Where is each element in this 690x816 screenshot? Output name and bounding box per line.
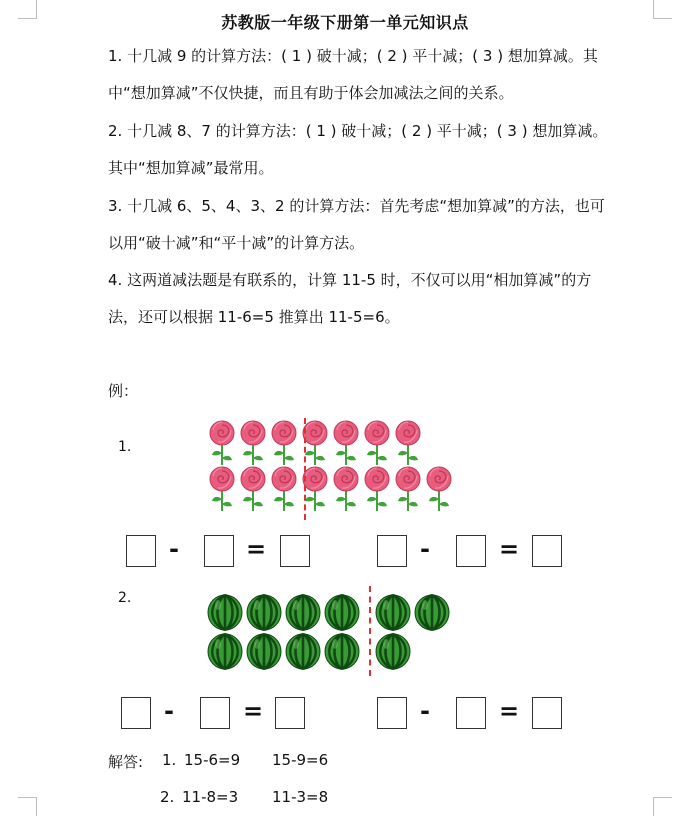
rose-icon bbox=[363, 420, 391, 466]
answer-number: 1. bbox=[162, 751, 177, 769]
answer-box[interactable] bbox=[532, 535, 562, 567]
rose-icon bbox=[363, 466, 391, 512]
rose-icon bbox=[239, 466, 267, 512]
answer-box[interactable] bbox=[456, 697, 486, 729]
knowledge-point-4: 4. 这两道减法题是有联系的，计算 11-5 时，不仅可以用“相加算减”的方法，还可以根据 11-6=5 推算出 11-5=6。 bbox=[108, 271, 592, 326]
knowledge-point-2: 2. 十几减 8、7 的计算方法：( 1 ) 破十减；( 2 ) 平十减；( 3 ) 想加算减。其中“想加算减”最常用。 bbox=[108, 122, 608, 177]
equals-sign: = bbox=[499, 535, 520, 563]
page-corner-mark bbox=[653, 797, 672, 816]
answer-equation: 15-6=9 bbox=[184, 751, 241, 769]
answer-equation: 15-9=6 bbox=[272, 751, 329, 769]
answers-label: 解答: bbox=[108, 753, 144, 771]
watermelon-icon bbox=[245, 632, 283, 670]
page-corner-mark bbox=[18, 797, 37, 816]
minus-sign: - bbox=[420, 535, 430, 563]
rose-icon bbox=[208, 466, 236, 512]
answer-box[interactable] bbox=[377, 535, 407, 567]
watermelon-icon bbox=[284, 593, 322, 631]
minus-sign: - bbox=[164, 697, 174, 725]
watermelon-icon bbox=[206, 593, 244, 631]
equals-sign: = bbox=[246, 535, 267, 563]
watermelon-icon bbox=[374, 593, 412, 631]
watermelon-icon bbox=[323, 632, 361, 670]
document-title: 苏教版一年级下册第一单元知识点 bbox=[221, 13, 469, 32]
rose-icon bbox=[425, 466, 453, 512]
rose-icon bbox=[208, 420, 236, 466]
knowledge-point-1: 1. 十几减 9 的计算方法：( 1 ) 破十减；( 2 ) 平十减；( 3 ) 想加算减。其中“想加算减”不仅快捷，而且有助于体会加减法之间的关系。 bbox=[108, 47, 598, 102]
question-number: 2. bbox=[118, 590, 132, 606]
rose-icon bbox=[332, 420, 360, 466]
equals-sign: = bbox=[499, 697, 520, 725]
rose-icon bbox=[394, 466, 422, 512]
answer-box[interactable] bbox=[121, 697, 151, 729]
equals-sign: = bbox=[243, 697, 264, 725]
divider-line bbox=[369, 586, 371, 676]
rose-icon bbox=[394, 420, 422, 466]
question-number: 1. bbox=[118, 439, 132, 455]
answer-equation: 11-3=8 bbox=[272, 788, 329, 806]
rose-icon bbox=[270, 466, 298, 512]
answer-equation: 11-8=3 bbox=[182, 788, 239, 806]
answer-box[interactable] bbox=[456, 535, 486, 567]
answer-box[interactable] bbox=[280, 535, 310, 567]
minus-sign: - bbox=[169, 535, 179, 563]
watermelon-icon bbox=[374, 632, 412, 670]
answer-box[interactable] bbox=[275, 697, 305, 729]
answer-box[interactable] bbox=[126, 535, 156, 567]
knowledge-point-3: 3. 十几减 6、5、4、3、2 的计算方法：首先考虑“想加算减”的方法，也可以用“破十减”和“平十减”的计算方法。 bbox=[108, 197, 605, 252]
rose-icon bbox=[270, 420, 298, 466]
minus-sign: - bbox=[420, 697, 430, 725]
answer-box[interactable] bbox=[204, 535, 234, 567]
example-label: 例： bbox=[108, 382, 139, 400]
rose-icon bbox=[239, 420, 267, 466]
rose-icon bbox=[332, 466, 360, 512]
watermelon-icon bbox=[206, 632, 244, 670]
watermelon-icon bbox=[245, 593, 283, 631]
answer-number: 2. bbox=[160, 788, 175, 806]
answer-box[interactable] bbox=[377, 697, 407, 729]
answer-box[interactable] bbox=[532, 697, 562, 729]
watermelon-icon bbox=[413, 593, 451, 631]
answer-box[interactable] bbox=[200, 697, 230, 729]
watermelon-icon bbox=[323, 593, 361, 631]
divider-line bbox=[304, 418, 306, 520]
watermelon-icon bbox=[284, 632, 322, 670]
